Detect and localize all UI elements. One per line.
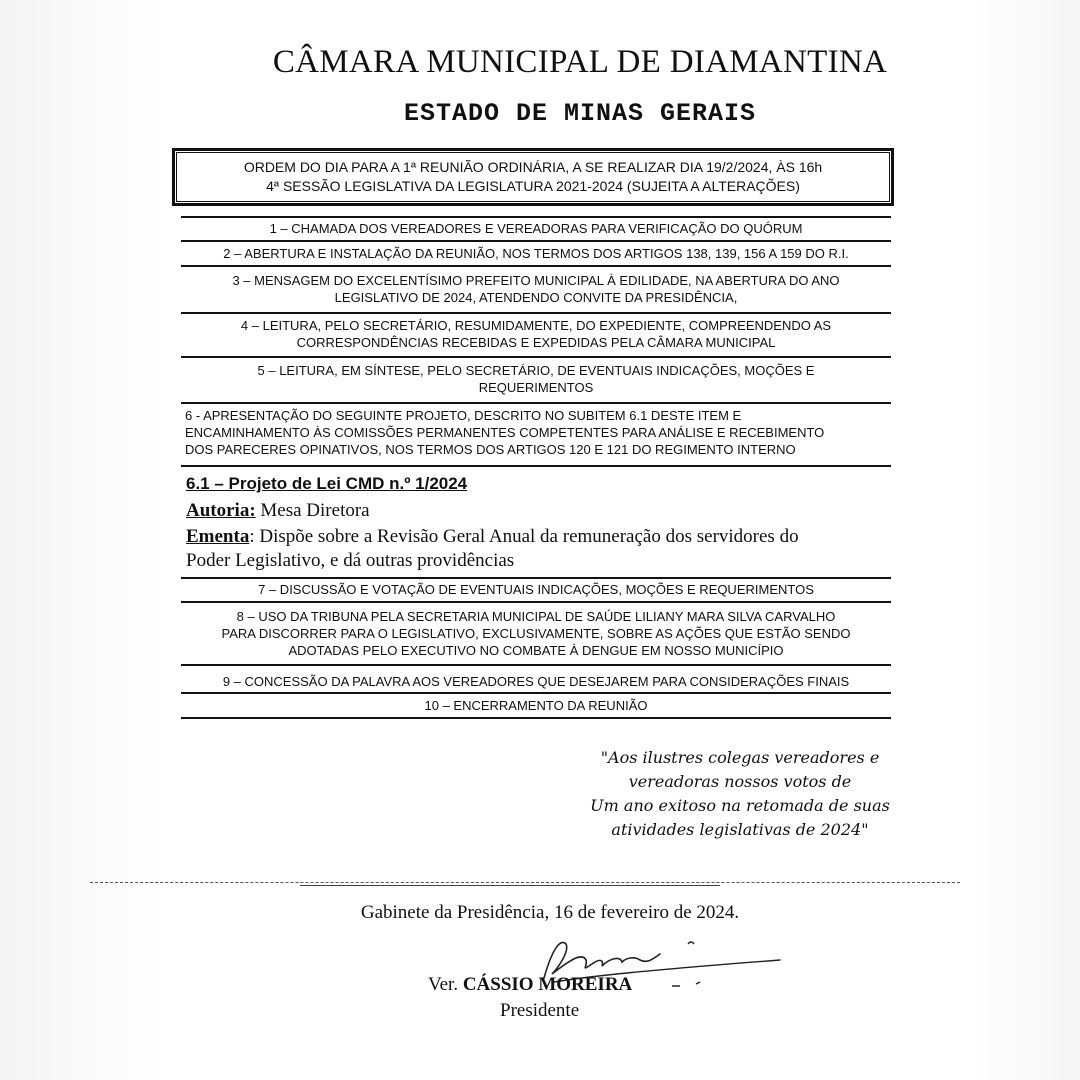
- agenda-item-3: [181, 272, 891, 314]
- state-subtitle: ESTADO DE MINAS GERAIS: [403, 99, 757, 128]
- separator-solid: [300, 885, 720, 886]
- agenda-item-8-line-1: 8 – USO DA TRIBUNA PELA SECRETARIA MUNICIPAL DE SAÚDE LILIANY MARA SILVA CARVALHO: [236, 609, 836, 624]
- agenda-item-9: [181, 673, 891, 694]
- session-line-2: 4ª SESSÃO LEGISLATIVA DA LEGISLATURA 2021-2024 (SUJEITA A ALTERAÇÕES): [266, 178, 800, 194]
- agenda-item-6: [181, 407, 891, 467]
- agenda-item-5: [181, 362, 891, 404]
- project-summary: [186, 525, 892, 573]
- summary-line-2: Poder Legislativo, e dá outras providências: [186, 550, 515, 571]
- agenda-item-10: [181, 697, 891, 719]
- summary-label: Ementa: [186, 526, 250, 547]
- date-location: Gabinete da Presidência, 16 de fevereiro de 2024.: [360, 902, 740, 923]
- agenda-item-1-text: 1 – CHAMADA DOS VEREADORES E VEREADORAS PARA VERIFICAÇÃO DO QUÓRUM: [269, 221, 803, 236]
- agenda-item-5-line-2: REQUERIMENTOS: [478, 380, 594, 395]
- signer-name: [428, 974, 632, 996]
- agenda-item-9-text: 9 – CONCESSÃO DA PALAVRA AOS VEREADORES QUE DESEJAREM PARA CONSIDERAÇÕES FINAIS: [222, 674, 850, 689]
- institution-title: CÂMARA MUNICIPAL DE DIAMANTINA: [272, 44, 888, 80]
- agenda-item-3-line-2: LEGISLATIVO DE 2024, ATENDENDO CONVITE DA PRESIDÊNCIA,: [334, 290, 738, 305]
- agenda-item-2-text: 2 – ABERTURA E INSTALAÇÃO DA REUNIÃO, NOS TERMOS DOS ARTIGOS 138, 139, 156 A 159 DO R.I.: [223, 246, 849, 261]
- scan-shadow-right: [970, 0, 1080, 1080]
- agenda-item-6-line-3: DOS PARECERES OPINATIVOS, NOS TERMOS DOS ARTIGOS 120 E 121 DO REGIMENTO INTERNO: [185, 442, 796, 457]
- agenda-item-8-line-3: ADOTADAS PELO EXECUTIVO NO COMBATE À DENGUE EM NOSSO MUNICÍPIO: [288, 643, 784, 658]
- session-line-1: ORDEM DO DIA PARA A 1ª REUNIÃO ORDINÁRIA, A SE REALIZAR DIA 19/2/2024, ÀS 16h: [243, 159, 823, 175]
- agenda-item-4: [181, 317, 891, 358]
- session-header-box: [172, 148, 894, 206]
- quote-line-2: vereadoras nossos votos de: [628, 772, 852, 791]
- scan-shadow-left: [0, 0, 170, 1080]
- agenda-item-5-line-1: 5 – LEITURA, EM SÍNTESE, PELO SECRETÁRIO, DE EVENTUAIS INDICAÇÕES, MOÇÕES E: [257, 363, 815, 378]
- agenda-top-rule: [181, 216, 891, 218]
- quote-line-3: Um ano exitoso na retomada de suas: [590, 796, 890, 815]
- summary-line-1: : Dispõe sobre a Revisão Geral Anual da remuneração dos servidores do: [249, 526, 799, 547]
- agenda-item-10-text: 10 – ENCERRAMENTO DA REUNIÃO: [424, 698, 648, 713]
- separator-dashed: [90, 882, 960, 883]
- agenda-item-7-text: 7 – DISCUSSÃO E VOTAÇÃO DE EVENTUAIS INDICAÇÕES, MOÇÕES E REQUERIMENTOS: [258, 582, 814, 597]
- closing-quote: [560, 746, 920, 842]
- agenda-item-6-line-2: ENCAMINHAMENTO ÀS COMISSÕES PERMANENTES COMPETENTES PARA ANÁLISE E RECEBIMENTO: [185, 425, 825, 440]
- quote-line-4: atividades legislativas de 2024": [611, 820, 869, 839]
- agenda-item-3-line-1: 3 – MENSAGEM DO EXCELENTÍSIMO PREFEITO MUNICIPAL À EDILIDADE, NA ABERTURA DO ANO: [232, 273, 840, 288]
- authorship-label: Autoria:: [186, 500, 256, 521]
- agenda-item-8: [181, 608, 891, 666]
- authorship-value: Mesa Diretora: [255, 500, 370, 521]
- agenda-item-2: [181, 245, 891, 267]
- agenda-item-6-line-1: 6 - APRESENTAÇÃO DO SEGUINTE PROJETO, DESCRITO NO SUBITEM 6.1 DESTE ITEM E: [185, 408, 742, 423]
- signer-prefix: Ver.: [428, 974, 463, 995]
- signer-role: Presidente: [500, 1000, 580, 1021]
- project-title: 6.1 – Projeto de Lei CMD n.º 1/2024: [186, 474, 468, 493]
- agenda-item-4-line-1: 4 – LEITURA, PELO SECRETÁRIO, RESUMIDAMENTE, DO EXPEDIENTE, COMPREENDENDO AS: [240, 318, 832, 333]
- signer-name-text: CÁSSIO MOREIRA: [462, 974, 633, 995]
- agenda-mid-rule: [181, 577, 891, 579]
- agenda-item-1: [181, 220, 891, 242]
- agenda-item-4-line-2: CORRESPONDÊNCIAS RECEBIDAS E EXPEDIDAS PELA CÂMARA MUNICIPAL: [296, 335, 776, 350]
- agenda-item-7: [181, 581, 891, 603]
- quote-line-1: "Aos ilustres colegas vereadores e: [600, 748, 880, 767]
- project-authorship: [186, 499, 892, 523]
- agenda-item-8-line-2: PARA DISCORRER PARA O LEGISLATIVO, EXCLUSIVAMENTE, SOBRE AS AÇÕES QUE ESTÃO SENDO: [221, 626, 851, 641]
